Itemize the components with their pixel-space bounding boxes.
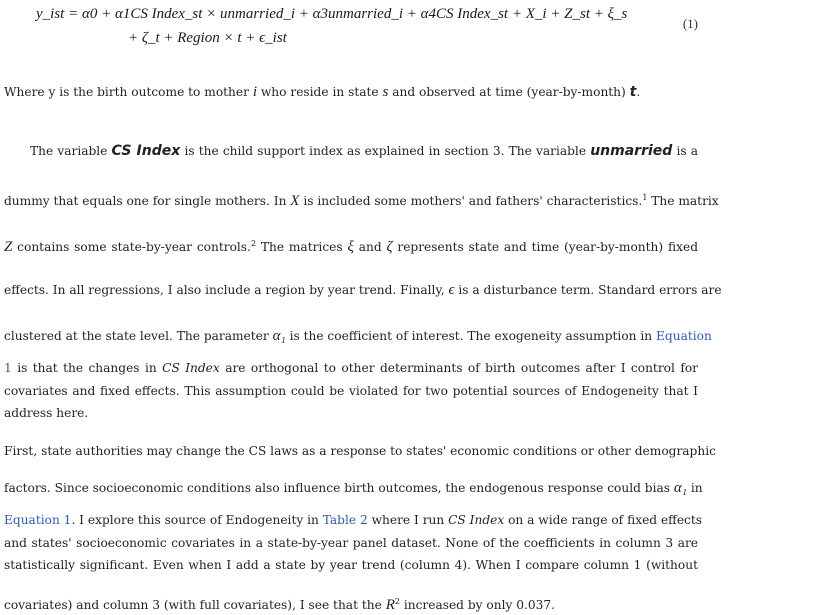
text-span: is that the changes in <box>17 361 157 375</box>
math-s: s <box>382 84 389 100</box>
equation-number-link[interactable]: 1 <box>4 361 12 375</box>
cs-index-italic: CS Index <box>162 361 220 375</box>
text-span: dummy that equals one for single mothers. In <box>4 194 287 209</box>
text-span: effects. In all regressions, I also include a region by year trend. Finally, <box>4 283 445 297</box>
p2-line-3 <box>4 236 698 255</box>
text-span: factors. Since socioeconomic conditions also influence birth outcomes, the endogenous response could bias <box>4 481 671 495</box>
text-span: and observed at time (year-by-month) <box>392 85 626 99</box>
text-span: represents state and time (year-by-month) fixed <box>397 240 698 255</box>
equation-number: (1) <box>682 16 698 31</box>
text-span: is a disturbance term. Standard errors are <box>458 283 722 297</box>
text-span: The matrix <box>647 194 719 209</box>
text-span: address here. <box>4 406 89 420</box>
text-span: is included some mothers' and fathers' characteristics. <box>303 194 643 209</box>
p2-line-6 <box>4 360 698 376</box>
p3-line-2 <box>4 480 703 496</box>
text-span: The variable <box>30 144 108 158</box>
superscript-2: 2 <box>394 597 400 606</box>
p3-line-1 <box>4 443 716 459</box>
text-span: is the coefficient of interest. The exogeneity assumption in <box>289 329 653 343</box>
math-alpha1: α₁ <box>673 480 687 496</box>
p3-line-3 <box>4 512 703 528</box>
equation-line-2 <box>128 30 830 47</box>
text-span: are orthogonal to other determinants of birth outcomes after I control for <box>225 361 698 375</box>
footnote-ref-1: 1 <box>642 193 648 202</box>
cs-index-italic: CS Index <box>448 513 505 527</box>
equation-text-2: + ζ_t + Region × t + ϵ_ist <box>128 30 287 46</box>
text-span: covariates) and column 3 (with full covariates), I see that the <box>4 598 382 613</box>
text-span: The matrices <box>256 240 343 255</box>
math-zeta: ζ <box>386 239 393 256</box>
text-span: on a wide range of fixed effects <box>508 513 703 527</box>
text-span: contains some state-by-year controls. <box>17 240 251 255</box>
p2-line-4 <box>4 282 722 298</box>
math-xi: ξ <box>347 239 354 256</box>
table-2-link[interactable]: Table 2 <box>322 513 368 527</box>
text-span: statistically significant. Even when I add a state by year trend (column 4). When I compare column 1 (without <box>4 558 698 572</box>
math-r: R <box>385 597 395 614</box>
p3-line-4 <box>4 535 698 551</box>
text-span: clustered at the state level. The parameter <box>4 329 269 343</box>
text-span: is the child support index as explained in section 3. The variable <box>184 144 587 158</box>
equation-1-link[interactable]: Equation 1 <box>4 513 72 527</box>
text-span: Where y is the birth outcome to mother <box>4 85 249 99</box>
text-span: . I explore this source of Endogeneity in <box>71 513 319 527</box>
p2-line-2 <box>4 190 719 210</box>
math-x: X <box>290 193 300 210</box>
math-unmarried: unmarried <box>590 143 673 159</box>
p2-line-5 <box>4 328 712 344</box>
math-cs-index: CS Index <box>111 143 181 159</box>
text-span: increased by only 0.037. <box>403 598 556 613</box>
text-span: covariates and fixed effects. This assumption could be violated for two potential sources of Endogeneity that I <box>4 384 698 398</box>
text-span: and states' socioeconomic covariates in a state-by-year panel dataset. None of the coefficients in column 3 are <box>4 536 698 550</box>
p2-line-7 <box>4 383 698 399</box>
text-span: is a <box>676 144 699 158</box>
footnote-ref-2: 2 <box>250 239 257 248</box>
text-span: First, state authorities may change the CS laws as a response to states' economic conditions or other demographic <box>4 444 716 458</box>
text-span: and <box>358 240 382 255</box>
p2-line-8 <box>4 405 698 421</box>
math-z: Z <box>4 239 13 256</box>
math-i: i <box>252 84 257 100</box>
text-span: who reside in state <box>260 85 379 99</box>
p3-line-5 <box>4 557 698 573</box>
equation-line-1 <box>36 6 738 23</box>
math-alpha1: α₁ <box>272 328 286 344</box>
math-epsilon: ϵ <box>448 282 455 298</box>
equation-text-1: y_ist = α0 + α1CS Index_st × unmarried_i + α3unmarried_i + α4CS Index_st + X_i + Z_st + ξ_s <box>36 6 628 22</box>
text-span: in <box>690 481 703 495</box>
paragraph-where <box>4 84 698 100</box>
text-span: . <box>636 85 641 99</box>
p3-line-6 <box>4 594 698 613</box>
math-t: t <box>629 84 637 100</box>
p2-line-1 <box>4 143 698 159</box>
text-span: where I run <box>371 513 445 527</box>
equation-link[interactable]: Equation <box>656 329 712 343</box>
